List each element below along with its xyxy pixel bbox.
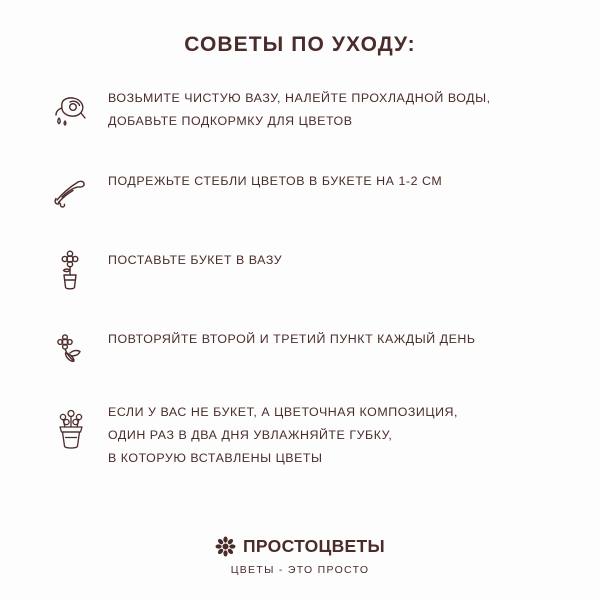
flower-in-vase-icon [34, 243, 108, 299]
brand-tagline: ЦВЕТЫ - ЭТО ПРОСТО [230, 564, 370, 576]
list-item [34, 164, 566, 220]
list-item-text: ПОВТОРЯЙТЕ ВТОРОЙ И ТРЕТИЙ ПУНКТ КАЖДЫЙ ДЕНЬ [108, 332, 476, 346]
list-item-text: ВОЗЬМИТЕ ЧИСТУЮ ВАЗУ, НАЛЕЙТЕ ПРОХЛАДНОЙ ВОДЫ, ДОБАВЬТЕ ПОДКОРМКУ ДЛЯ ЦВЕТОВ [108, 91, 491, 128]
page-title: СОВЕТЫ ПО УХОДУ: [184, 33, 416, 56]
footer [0, 536, 600, 576]
list-item-text: ЕСЛИ У ВАС НЕ БУКЕТ, А ЦВЕТОЧНАЯ КОМПОЗИЦИЯ, ОДИН РАЗ В ДВА ДНЯ УВЛАЖНЯЙТЕ ГУБКУ, В КОТОРУЮ ВСТАВЛЕНЫ ЦВЕТЫ [108, 405, 459, 465]
list-item-text: ПОСТАВЬТЕ БУКЕТ В ВАЗУ [108, 253, 283, 267]
flower-pot-composition-icon [34, 401, 108, 457]
brand-name: ПРОСТОЦВЕТЫ [243, 536, 385, 556]
flower-repeat-icon [34, 322, 108, 378]
flower-logo-icon [215, 536, 236, 557]
pruning-shears-icon [34, 164, 108, 220]
list-item [34, 401, 566, 470]
list-item [34, 243, 566, 299]
list-item [34, 322, 566, 378]
list-item [34, 85, 566, 141]
watering-can-icon [34, 85, 108, 141]
brand-logo [0, 536, 600, 557]
list-item-text: ПОДРЕЖЬТЕ СТЕБЛИ ЦВЕТОВ В БУКЕТЕ НА 1-2 СМ [108, 174, 443, 188]
tips-list [0, 85, 600, 470]
